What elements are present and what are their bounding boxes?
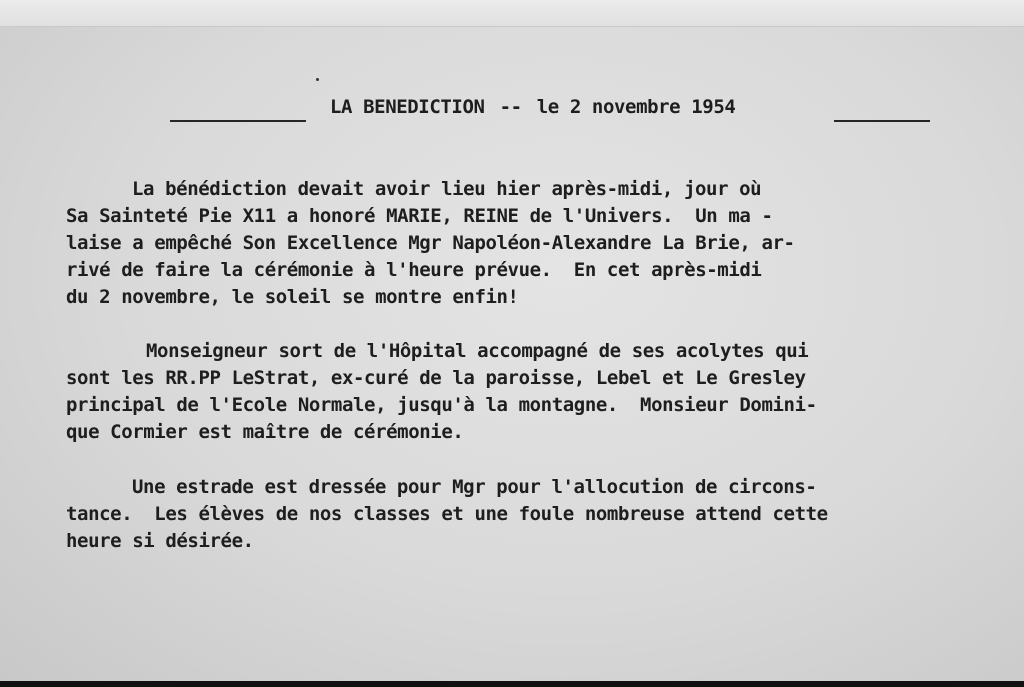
paragraph-line: que Cormier est maître de cérémonie.: [66, 421, 464, 443]
page-title: [330, 96, 739, 118]
paragraph-line: laise a empêché Son Excellence Mgr Napoléon-Alexandre La Brie, ar-: [66, 232, 795, 254]
paragraph-line: heure si désirée.: [66, 530, 254, 552]
title-underline-right: [834, 120, 930, 122]
paragraph-line: La bénédiction devait avoir lieu hier après-midi, jour où: [132, 178, 762, 200]
title-row: [170, 96, 930, 126]
title-underline-left: [170, 120, 306, 122]
paragraph-line: rivé de faire la cérémonie à l'heure prévue. En cet après-midi: [66, 259, 762, 281]
paragraph-line: Sa Sainteté Pie X11 a honoré MARIE, REINE de l'Univers. Un ma -: [66, 205, 773, 227]
title-separator: --: [499, 96, 522, 118]
paragraph-line: sont les RR.PP LeStrat, ex-curé de la paroisse, Lebel et Le Gresley: [66, 367, 806, 389]
paragraph-line: tance. Les élèves de nos classes et une foule nombreuse attend cette: [66, 503, 828, 525]
paragraph-line: principal de l'Ecole Normale, jusqu'à la montagne. Monsieur Domini-: [66, 394, 817, 416]
title-date: le 2 novembre 1954: [536, 96, 736, 118]
paragraph-line: Monseigneur sort de l'Hôpital accompagné de ses acolytes qui: [146, 340, 809, 362]
dust-speck: [316, 78, 319, 81]
paragraph-line: du 2 novembre, le soleil se montre enfin!: [66, 286, 519, 308]
film-edge: [0, 681, 1024, 687]
title-text: LA BENEDICTION: [330, 96, 485, 118]
page-top-edge: [0, 0, 1024, 27]
paragraph-line: Une estrade est dressée pour Mgr pour l'allocution de circons-: [132, 476, 817, 498]
